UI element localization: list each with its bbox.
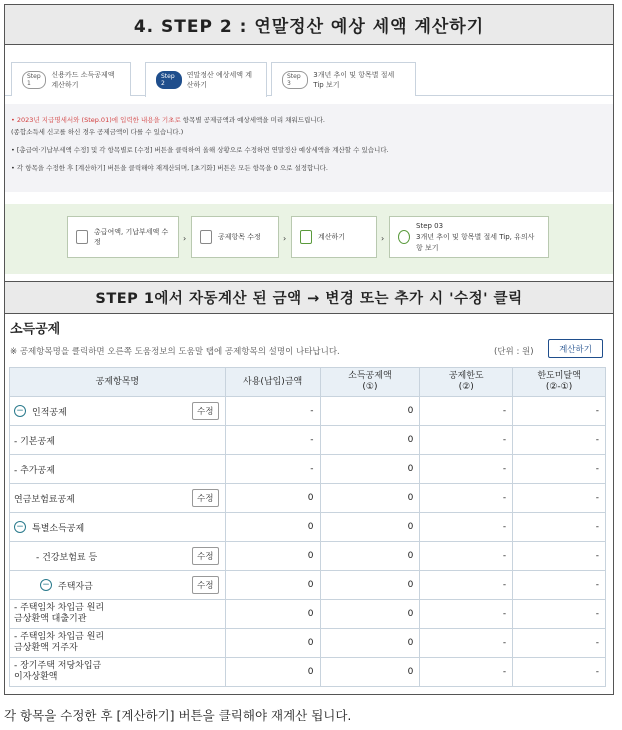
- table-row: [10, 397, 606, 426]
- flow-step-tips[interactable]: [389, 216, 549, 258]
- limit-amount: -: [420, 542, 513, 571]
- deduct-amount: 0: [320, 484, 420, 513]
- deduct-amount: 0: [320, 542, 420, 571]
- edit-button[interactable]: 수정: [192, 402, 219, 420]
- used-amount: 0: [225, 658, 320, 687]
- tab-step3[interactable]: [271, 62, 416, 96]
- limit-amount: -: [420, 629, 513, 658]
- flow-step-items[interactable]: [191, 216, 279, 258]
- short-amount: -: [513, 629, 606, 658]
- tab-step2[interactable]: [145, 62, 267, 97]
- edit-button[interactable]: 수정: [192, 489, 219, 507]
- flow-step-calc[interactable]: [291, 216, 377, 258]
- calculate-button[interactable]: 계산하기: [548, 339, 603, 358]
- subtitle-bar: [5, 281, 613, 314]
- limit-amount: -: [420, 658, 513, 687]
- used-amount: 0: [225, 600, 320, 629]
- deduct-amount: 0: [320, 658, 420, 687]
- used-amount: 0: [225, 513, 320, 542]
- col-header-limit: 공제한도 (②): [420, 368, 513, 397]
- item-name[interactable]: - 추가공제: [10, 455, 226, 484]
- collapse-icon[interactable]: −: [40, 579, 52, 591]
- deduction-table: [9, 367, 606, 687]
- tab-step2-pill: Step 2: [156, 71, 182, 89]
- edit-button[interactable]: 수정: [192, 576, 219, 594]
- main-title-bar: [5, 5, 613, 45]
- subtitle: STEP 1에서 자동계산 된 금액 → 변경 또는 추가 시 '수정' 클릭: [95, 291, 523, 307]
- tab-step1[interactable]: [11, 62, 131, 96]
- limit-amount: -: [420, 571, 513, 600]
- flow-step-label: 공제항목 수정: [218, 233, 261, 241]
- short-amount: -: [513, 542, 606, 571]
- item-name[interactable]: 주택자금: [58, 581, 93, 592]
- short-amount: -: [513, 397, 606, 426]
- used-amount: -: [225, 455, 320, 484]
- table-row: [10, 455, 606, 484]
- col-header-short: 한도미달액 (②-①): [513, 368, 606, 397]
- main-title: 4. STEP 2 : 연말정산 예상 세액 계산하기: [133, 17, 485, 37]
- note-highlight: • 2023년 지급명세서와 (Step.01)에 입력한 내용을 기초로: [11, 116, 181, 124]
- short-amount: -: [513, 484, 606, 513]
- short-amount: -: [513, 658, 606, 687]
- deduct-amount: 0: [320, 455, 420, 484]
- used-amount: 0: [225, 484, 320, 513]
- limit-amount: -: [420, 513, 513, 542]
- flow-steps: [5, 204, 613, 274]
- flow-step-label: Step 03 3개년 추이 및 항목별 절세 Tip, 유의사항 보기: [416, 221, 535, 252]
- item-name[interactable]: 인적공제: [32, 407, 67, 418]
- item-name[interactable]: - 장기주택 저당차입금 이자상환액: [10, 658, 226, 687]
- document-icon: [76, 230, 88, 244]
- tab-step3-label: 3개년 추이 및 항목별 절세 Tip 보기: [313, 70, 395, 89]
- item-name[interactable]: 연금보험료공제: [14, 494, 75, 505]
- notes-box: [5, 104, 613, 192]
- flow-step-salary[interactable]: [67, 216, 179, 258]
- collapse-icon[interactable]: −: [14, 521, 26, 533]
- table-header-row: [10, 368, 606, 397]
- note-line: • 각 항목을 수정한 후 [계산하기] 버튼을 클릭해야 재계산되며, [초기화] 버튼은 모든 항목을 0 으로 설정합니다.: [11, 164, 328, 172]
- deduct-amount: 0: [320, 571, 420, 600]
- arrow-right-icon: ›: [283, 234, 287, 243]
- deduct-amount: 0: [320, 426, 420, 455]
- step-tabs: [5, 56, 613, 96]
- step3-icon: [398, 230, 410, 244]
- used-amount: 0: [225, 571, 320, 600]
- table-row: [10, 629, 606, 658]
- short-amount: -: [513, 513, 606, 542]
- table-row: [10, 600, 606, 629]
- short-amount: -: [513, 455, 606, 484]
- note-line: [11, 114, 607, 126]
- used-amount: -: [225, 426, 320, 455]
- limit-amount: -: [420, 455, 513, 484]
- table-row: [10, 658, 606, 687]
- item-name[interactable]: - 주택임차 차입금 원리 금상환액 대출기관: [10, 600, 226, 629]
- col-header-used: 사용(납입)금액: [225, 368, 320, 397]
- flow-step-label: 총급여액, 기납부세액 수정: [94, 228, 169, 246]
- arrow-right-icon: ›: [381, 234, 385, 243]
- short-amount: -: [513, 600, 606, 629]
- table-row: [10, 542, 606, 571]
- edit-icon: [200, 230, 212, 244]
- tab-step1-pill: Step 1: [22, 71, 46, 89]
- used-amount: -: [225, 397, 320, 426]
- tab-step3-pill: Step 3: [282, 71, 308, 89]
- help-text: ※ 공제항목명을 클릭하면 오른쪽 도움정보의 도움말 탭에 공제항목의 설명이 나타납니다.: [10, 347, 340, 357]
- used-amount: 0: [225, 629, 320, 658]
- calculator-icon: [300, 230, 312, 244]
- unit-text: (단위 : 원): [494, 347, 534, 357]
- deduct-amount: 0: [320, 513, 420, 542]
- limit-amount: -: [420, 484, 513, 513]
- flow-step-label: 계산하기: [318, 233, 346, 241]
- item-name[interactable]: - 주택임차 차입금 원리 금상환액 거주자: [10, 629, 226, 658]
- short-amount: -: [513, 426, 606, 455]
- item-name[interactable]: 특별소득공제: [32, 523, 85, 534]
- item-name[interactable]: - 건강보험료 등: [36, 552, 98, 563]
- note-text: 항목별 공제금액과 예상세액을 미리 채워드립니다.: [180, 116, 325, 124]
- step2-screenshot: [5, 46, 613, 274]
- used-amount: 0: [225, 542, 320, 571]
- deduct-amount: 0: [320, 397, 420, 426]
- table-row: [10, 513, 606, 542]
- edit-button[interactable]: 수정: [192, 547, 219, 565]
- section-title: 소득공제: [10, 322, 61, 337]
- limit-amount: -: [420, 426, 513, 455]
- note-line: (종합소득세 신고를 하신 경우 공제금액이 다를 수 있습니다.): [11, 128, 184, 136]
- tab-step2-label: 연말정산 예상세액 계산하기: [186, 71, 253, 89]
- table-row: [10, 426, 606, 455]
- arrow-right-icon: ›: [183, 234, 187, 243]
- collapse-icon[interactable]: −: [14, 405, 26, 417]
- tab-step1-label: 신용카드 소득공제액 계산하기: [51, 70, 115, 89]
- footer-note: 각 항목을 수정한 후 [계산하기] 버튼을 클릭해야 재계산 됩니다.: [4, 708, 352, 723]
- short-amount: -: [513, 571, 606, 600]
- deduct-amount: 0: [320, 629, 420, 658]
- limit-amount: -: [420, 600, 513, 629]
- table-row: [10, 571, 606, 600]
- col-header-deduct: 소득공제액 (①): [320, 368, 420, 397]
- table-row: [10, 484, 606, 513]
- note-line: • [총급여·기납부세액 수정] 및 각 항목별로 [수정] 버튼을 클릭하여 올해 상황으로 수정하면 연말정산 예상세액을 계산할 수 있습니다.: [11, 146, 389, 154]
- deduct-amount: 0: [320, 600, 420, 629]
- limit-amount: -: [420, 397, 513, 426]
- col-header-item: 공제항목명: [10, 368, 226, 397]
- item-name[interactable]: - 기본공제: [10, 426, 226, 455]
